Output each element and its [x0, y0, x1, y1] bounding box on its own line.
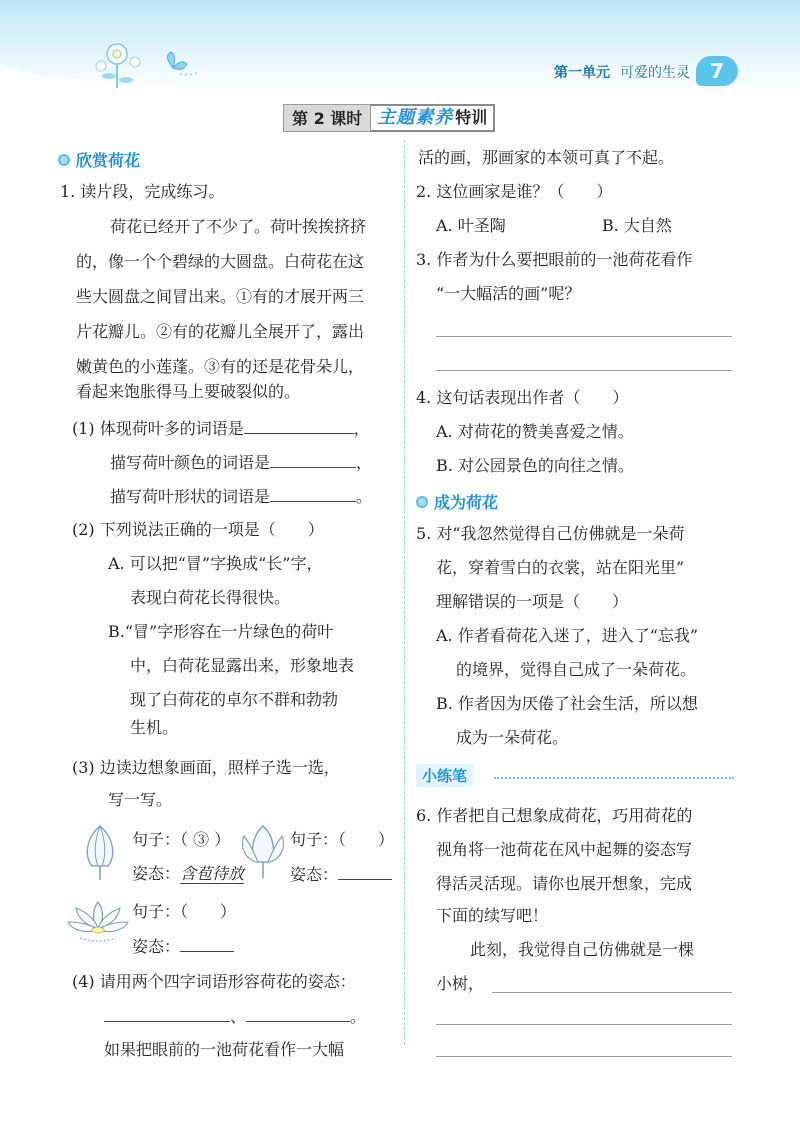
passage-line: 的，像一个个碧绿的大圆盘。白荷花在这: [76, 252, 365, 271]
ex1-sentence: [132, 830, 230, 850]
q3-stem-cont: “一大幅活的画”呢？: [436, 284, 581, 303]
q5-option-b: B. 作者因为厌倦了社会生活，所以想: [436, 694, 698, 713]
lotus-bud-icon: [76, 822, 124, 880]
q1-4-answer: [104, 1006, 366, 1027]
q4-option-a: A. 对荷花的赞美喜爱之情。: [436, 422, 634, 441]
passage-line: 片花瓣儿。②有的花瓣儿全展开了，露出: [76, 322, 365, 341]
lesson-title-main: 主题素养: [377, 107, 454, 128]
passage-line: 些大圆盘之间冒出来。①有的才展开两三: [76, 287, 365, 306]
answer-blank[interactable]: [270, 486, 356, 502]
q2-option-b: B. 大自然: [602, 216, 672, 235]
punct: ，: [353, 419, 370, 438]
answer-line[interactable]: [436, 1056, 732, 1057]
q5-stem: 5. 对“我忽然觉得自己仿佛就是一朵荷: [416, 524, 685, 543]
q4-stem: 4. 这句话表现出作者（ ）: [416, 388, 629, 407]
bullet-dot-icon: [58, 154, 70, 166]
q1-3-stem: (3) 边读边想象画面，照样子选一选，: [72, 758, 340, 777]
lotus-bloom-icon: [66, 896, 130, 944]
q1-1-label3: 描写荷叶形状的词语是: [110, 487, 271, 506]
punct: 。: [356, 487, 373, 506]
q6-stem-cont: 得活灵活现。请你也展开想象，完成: [436, 874, 693, 893]
column-divider: [404, 140, 405, 1045]
punct: 。: [350, 1007, 367, 1026]
q5-option-a-cont: 的境界，觉得自己成了一朵荷花。: [456, 660, 697, 679]
passage-line: 嫩黄色的小莲蓬。③有的还是花骨朵儿，: [76, 357, 365, 376]
practice-tag: 小练笔: [416, 764, 473, 787]
ex2-posture: [290, 864, 392, 885]
section-title-text: 成为荷花: [434, 493, 499, 512]
answer-line[interactable]: [436, 370, 732, 371]
punct: 、: [230, 1007, 247, 1026]
answer-blank[interactable]: [246, 1006, 350, 1022]
unit-label: 第一单元: [554, 65, 610, 81]
q4-option-b: B. 对公园景色的向往之情。: [436, 456, 634, 475]
q2-stem: 2. 这位画家是谁？（ ）: [416, 182, 613, 201]
q1-3-stem-cont: 写一写。: [108, 790, 173, 809]
bullet-dot-icon: [416, 496, 428, 508]
q1-2-stem: (2) 下列说法正确的一项是（ ）: [72, 520, 324, 539]
sentence-label: 句子：: [290, 830, 339, 849]
q1-2-option-b-cont: 现了白荷花的卓尔不群和勃勃: [130, 690, 339, 709]
ex3-posture: [132, 936, 234, 957]
lesson-title-box: [371, 104, 495, 132]
q6-stem: 6. 作者把自己想象成荷花，巧用荷花的: [416, 806, 693, 825]
passage-tail: 如果把眼前的一池荷花看作一大幅: [104, 1040, 345, 1059]
q5-option-a: A. 作者看荷花入迷了，进入了“忘我”: [436, 626, 699, 645]
answer-blank[interactable]: [180, 936, 234, 952]
practice-dotted-rule: [494, 777, 734, 779]
q1-1-label: (1) 体现荷叶多的词语是: [72, 419, 244, 438]
lesson-label: 第 2 课时: [283, 104, 371, 132]
ex3-sentence: [132, 902, 236, 922]
lotus-half-open-icon: [236, 822, 290, 878]
answer-line[interactable]: [492, 992, 732, 993]
practice-header: [416, 764, 736, 786]
q6-stem-cont: 视角将一池荷花在风中起舞的姿态写: [436, 840, 693, 859]
q1-2-option-b-cont: 中，白荷花显露出来，形象地表: [130, 656, 355, 675]
lesson-title-sub: 特训: [455, 108, 488, 127]
section-title-enjoy: [58, 148, 140, 171]
q1-2-option-a-cont: 表现白荷花长得很快。: [130, 588, 291, 607]
q1-2-option-b-cont: 生机。: [130, 718, 179, 737]
q2-option-a: A. 叶圣陶: [436, 216, 506, 235]
q1-1-label2: 描写荷叶颜色的词语是: [110, 453, 271, 472]
q1-4-stem: (4) 请用两个四字词语形容荷花的姿态：: [72, 972, 356, 991]
unit-info: [554, 62, 690, 82]
q1-1-line2: [110, 452, 372, 473]
passage-line: 看起来饱胀得马上要破裂似的。: [76, 382, 301, 401]
q1-1-line1: [72, 418, 370, 439]
flower-butterfly-decoration-icon: [95, 40, 205, 90]
ex1-posture-value: 含苞待放: [180, 864, 245, 883]
section-title-text: 欣赏荷花: [76, 151, 141, 170]
ex1-posture: [132, 864, 244, 884]
answer-blank[interactable]: [104, 1006, 230, 1022]
q5-stem-cont: 理解错误的一项是（ ）: [436, 592, 629, 611]
lesson-title: [283, 104, 495, 132]
q3-stem: 3. 作者为什么要把眼前的一池荷花看作: [416, 250, 693, 269]
q6-stem-cont: 下面的续写吧！: [436, 906, 549, 925]
page-number-badge: 7: [696, 56, 738, 86]
sentence-label: 句子：: [132, 830, 181, 849]
answer-blank[interactable]: [338, 864, 392, 880]
q1-1-line3: [110, 486, 372, 507]
q6-lead-cont: 小树，: [436, 974, 485, 993]
ex2-sentence: [290, 830, 394, 850]
answer-blank[interactable]: [244, 418, 354, 434]
ex2-sentence-value: （ ）: [338, 830, 395, 849]
section-title-become: [416, 490, 498, 513]
posture-label: 姿态：: [132, 864, 181, 883]
answer-line[interactable]: [436, 336, 732, 337]
ex3-sentence-value: （ ）: [180, 902, 237, 921]
q5-stem-cont: 花，穿着雪白的衣裳，站在阳光里”: [436, 558, 685, 577]
unit-title: 可爱的生灵: [620, 65, 690, 81]
q5-option-b-cont: 成为一朵荷花。: [456, 728, 569, 747]
answer-blank[interactable]: [270, 452, 356, 468]
q1-2-option-b: B.“冒”字形容在一片绿色的荷叶: [108, 622, 334, 641]
q1-stem: 1. 读片段，完成练习。: [60, 182, 225, 201]
punct: ，: [356, 453, 373, 472]
q6-lead: 此刻，我觉得自己仿佛就是一棵: [470, 940, 695, 959]
passage-line: 荷花已经开了不少了。荷叶挨挨挤挤: [110, 217, 367, 236]
passage-cont: 活的画，那画家的本领可真了不起。: [418, 148, 675, 167]
answer-line[interactable]: [436, 1024, 732, 1025]
q1-2-option-a: A. 可以把“冒”字换成“长”字，: [108, 554, 323, 573]
posture-label: 姿态：: [132, 937, 181, 956]
posture-label: 姿态：: [290, 865, 339, 884]
sentence-label: 句子：: [132, 902, 181, 921]
ex1-sentence-value: （ ③ ）: [180, 830, 231, 849]
